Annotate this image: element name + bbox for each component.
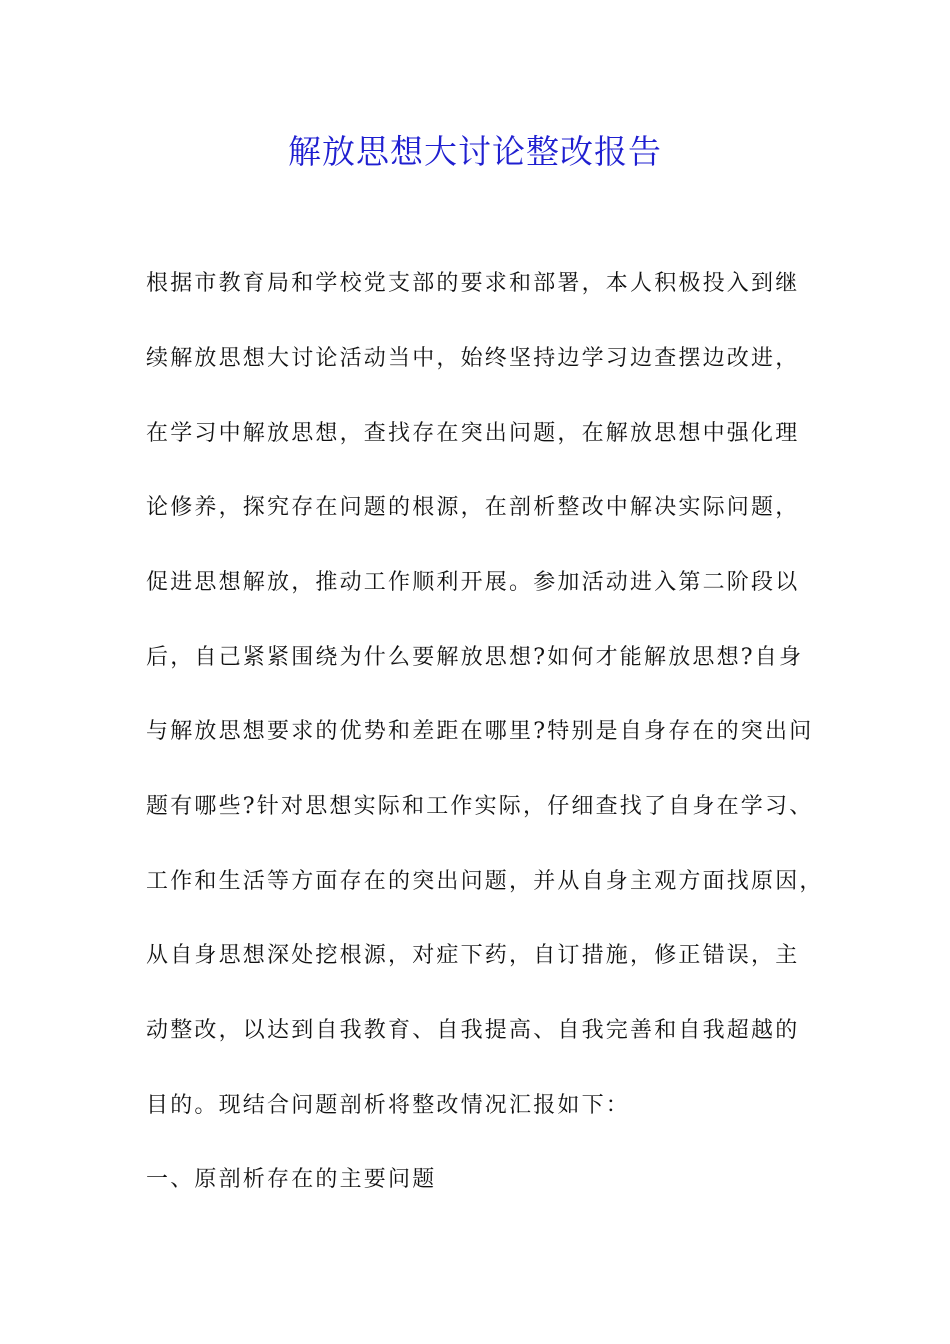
- body-line: 与解放思想要求的优势和差距在哪里?特别是自身存在的突出问: [146, 719, 814, 744]
- body-line: 续解放思想大讨论活动当中，始终坚持边学习边查摆边改进，: [146, 346, 800, 371]
- body-line: 促进思想解放，推动工作顺利开展。参加活动进入第二阶段以: [146, 570, 800, 595]
- body-line: 工作和生活等方面存在的突出问题，并从自身主观方面找原因，: [146, 869, 824, 894]
- document-title: 解放思想大讨论整改报告: [288, 132, 662, 171]
- body-line: 从自身思想深处挖根源，对症下药，自订措施，修正错误，主: [146, 943, 800, 968]
- body-line: 在学习中解放思想，查找存在突出问题，在解放思想中强化理: [146, 421, 800, 446]
- body-line: 目的。现结合问题剖析将整改情况汇报如下：: [146, 1093, 631, 1118]
- body-line: 根据市教育局和学校党支部的要求和部署，本人积极投入到继: [146, 271, 800, 296]
- body-line: 后，自己紧紧围绕为什么要解放思想?如何才能解放思想?自身: [146, 645, 804, 670]
- body-line: 动整改，以达到自我教育、自我提高、自我完善和自我超越的: [146, 1018, 800, 1043]
- body-line: 论修养，探究存在问题的根源，在剖析整改中解决实际问题，: [146, 495, 800, 520]
- section-heading: 一、原剖析存在的主要问题: [146, 1167, 437, 1192]
- body-line: 题有哪些?针对思想实际和工作实际，仔细查找了自身在学习、: [146, 794, 814, 819]
